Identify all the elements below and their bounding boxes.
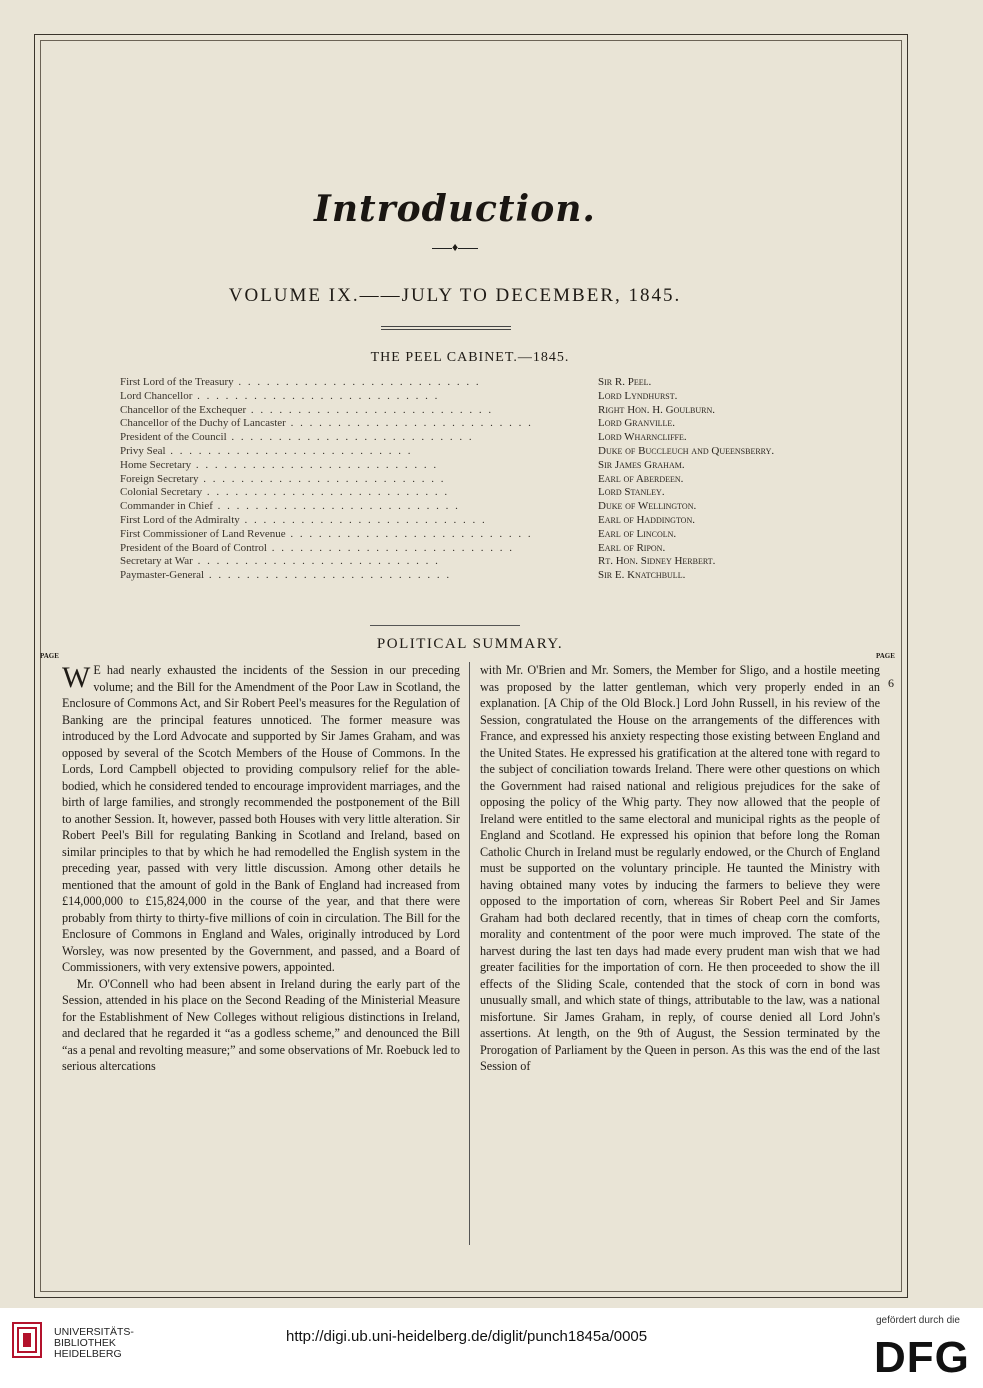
cabinet-holder: Sir R. Peel. (598, 376, 652, 388)
cabinet-office: Commander in Chief . . (120, 500, 590, 514)
cabinet-holder: Earl of Haddington. (598, 513, 695, 526)
footer-bar (0, 1308, 983, 1388)
cabinet-row (120, 404, 900, 418)
cabinet-holder: Duke of Wellington. (598, 500, 697, 513)
cabinet-office: First Commissioner of Land Revenue . . (120, 528, 590, 542)
dfg-logo: DFG (874, 1333, 970, 1382)
cabinet-office: Foreign Secretary . . (120, 473, 590, 487)
cabinet-row (120, 486, 900, 500)
cabinet-row (120, 376, 900, 390)
cabinet-row (120, 555, 900, 569)
cabinet-row (120, 445, 900, 459)
cabinet-office: President of the Council . . (120, 431, 590, 445)
cabinet-office: Colonial Secretary . . (120, 486, 590, 500)
library-name: UNIVERSITÄTS- BIBLIOTHEK HEIDELBERG (54, 1326, 134, 1360)
page-label-right: PAGE (876, 652, 895, 660)
cabinet-heading: THE PEEL CABINET.—1845. (370, 350, 570, 365)
cabinet-row (120, 417, 900, 431)
cabinet-office: Chancellor of the Exchequer . . (120, 404, 590, 418)
university-seal-icon (12, 1322, 42, 1358)
cabinet-holder: Sir James Graham. (598, 458, 685, 471)
cabinet-holder: Right Hon. H. Goulburn. (598, 403, 715, 416)
cabinet-office: Lord Chancellor . . (120, 390, 590, 404)
left-column (62, 662, 460, 1245)
cabinet-row (120, 459, 900, 473)
right-column (480, 662, 880, 1245)
page-title: Introduction. (314, 188, 596, 230)
cabinet-row (120, 514, 900, 528)
cabinet-office: First Lord of the Admiralty . . (120, 514, 590, 528)
right-paragraph-1: with Mr. O'Brien and Mr. Somers, the Member for Sligo, and a hostile meeting was proposed by the latter gentleman, which very properly ended in an explanation. [A Chip of the Old Block.] Lord John Russell, in his review of the Session, congratulated the House on the arrangements of the differences with France, and expressed his anxiety respecting those existing between England and the United States. He expressed his gratification at the altered tone with regard to the subject of conciliation towards Ireland. There were other questions on which the Government had raised national and religious prejudices for the sake of opposing the policy of the Whig party. They now allowed that the people of Ireland were entitled to the same electoral and municipal rights as the people of England and Scotland. He expressed his opinion that before long the Roman Catholic Church in Ireland must be regularly endowed, or the Church of England must be supported on the voluntary principle. He taunted the Ministry with having obtained many votes by inducing the farmers to believe they were opposed to the importation of corn, whereas Sir Robert Peel and Sir James Graham had both declared recently, that in times of cheap corn the comforts, morality and contentment of the poor were much improved. The state of the harvest during the last ten days had made every prudent man wish that we had greater facilities for the importation of corn. He then proceeded to show the ill effects of the Sliding Scale, contended that the stock of corn in bond was unusually small, and which state of things, attributable to the law, was a national misfortune. Sir James Graham, in reply, of course denied all Lord John's assertions. At length, on the 9th of August, the Session terminated by the Prorogation of Parliament by the Queen in person. As this was the end of the last Session of (480, 663, 880, 1073)
sponsor-text: gefördert durch die (876, 1315, 960, 1326)
left-paragraph-2: Mr. O'Connell who had been absent in Ireland during the early part of the Session, attended in his place on the Second Reading of the Ministerial Measure for the Establishment of New Colleges without religious distinctions in Ireland, and declared that he regarded it “as a godless scheme,” and denounced the Bill “as a penal and revolting measure;” and some observations of Mr. Roebuck led to serious altercations (62, 976, 460, 1073)
section-rule (370, 625, 520, 626)
cabinet-row (120, 528, 900, 542)
summary-heading: POLITICAL SUMMARY. (376, 636, 564, 652)
cabinet-row (120, 569, 900, 583)
left-paragraph-1: E had nearly exhausted the incidents of the Session in our preceding volume; and the Bill for the Amendment of the Poor Law in Scotland, the Enclosure of Commons Act, and Sir Robert Peel's measures for the Regulation of Banking are the principal features unnoticed. The former measure was introduced by the Lord Advocate and supported by Sir James Graham, and was opposed by several of the Scotch Members of the House of Commons. In the Lords, Lord Campbell objected to providing compulsory relief for the able-bodied, which he considered tended to encourage improvident marriages, and the birth of large families, and strongly recommended the postponement of the Bill to another Session. It, however, passed both Houses with very little alteration. Sir Robert Peel's Bill for regulating Banking in Scotland and Ireland, based on similar principles to that by which he had remodelled the English system in the preceding year, passed with very little discussion. Among other details he mentioned that the amount of gold in the Bank of England had increased from £14,000,000 to £15,824,000 in the course of the year, and that there were probably from thirty to thirty-five millions of coin in circulation. The Bill for the Enclosure of Commons in England and Wales, originally introduced by Lord Worsley, was now presented by the Government, and passed, and a Board of Commissioners, with very extensive powers, appointed. (62, 663, 460, 974)
cabinet-row (120, 542, 900, 556)
cabinet-holder: Rt. Hon. Sidney Herbert. (598, 555, 716, 568)
cabinet-holder: Lord Wharncliffe. (598, 431, 687, 444)
cabinet-row (120, 431, 900, 445)
cabinet-holder: Lord Granville. (598, 417, 676, 430)
page-label-left: PAGE (40, 652, 59, 660)
double-rule (381, 326, 511, 330)
cabinet-holder: Sir E. Knatchbull. (598, 569, 686, 582)
cabinet-holder: Earl of Aberdeen. (598, 472, 684, 485)
cabinet-office: Chancellor of the Duchy of Lancaster . . (120, 417, 590, 431)
drop-cap: W (62, 662, 91, 694)
cabinet-office: First Lord of the Treasury . . (120, 376, 590, 390)
title-ornament: ♦ (0, 240, 910, 255)
column-divider (469, 662, 470, 1245)
cabinet-office: Paymaster-General . . (120, 569, 590, 583)
volume-heading: VOLUME IX.——JULY TO DECEMBER, 1845. (228, 285, 682, 306)
margin-page-number: 6 (888, 676, 894, 690)
source-url-link[interactable]: http://digi.ub.uni-heidelberg.de/diglit/punch1845a/0005 (286, 1328, 648, 1345)
cabinet-holder: Duke of Buccleuch and Queensberry. (598, 444, 775, 457)
cabinet-holder: Earl of Ripon. (598, 541, 666, 554)
cabinet-office: President of the Board of Control . . (120, 542, 590, 556)
cabinet-row (120, 500, 900, 514)
cabinet-holder: Earl of Lincoln. (598, 527, 677, 540)
cabinet-list (120, 376, 900, 583)
cabinet-holder: Lord Lyndhurst. (598, 389, 678, 402)
cabinet-office: Privy Seal . . (120, 445, 590, 459)
cabinet-office: Secretary at War . . (120, 555, 590, 569)
cabinet-row (120, 390, 900, 404)
cabinet-holder: Lord Stanley. (598, 486, 665, 499)
cabinet-office: Home Secretary . . (120, 459, 590, 473)
cabinet-row (120, 473, 900, 487)
